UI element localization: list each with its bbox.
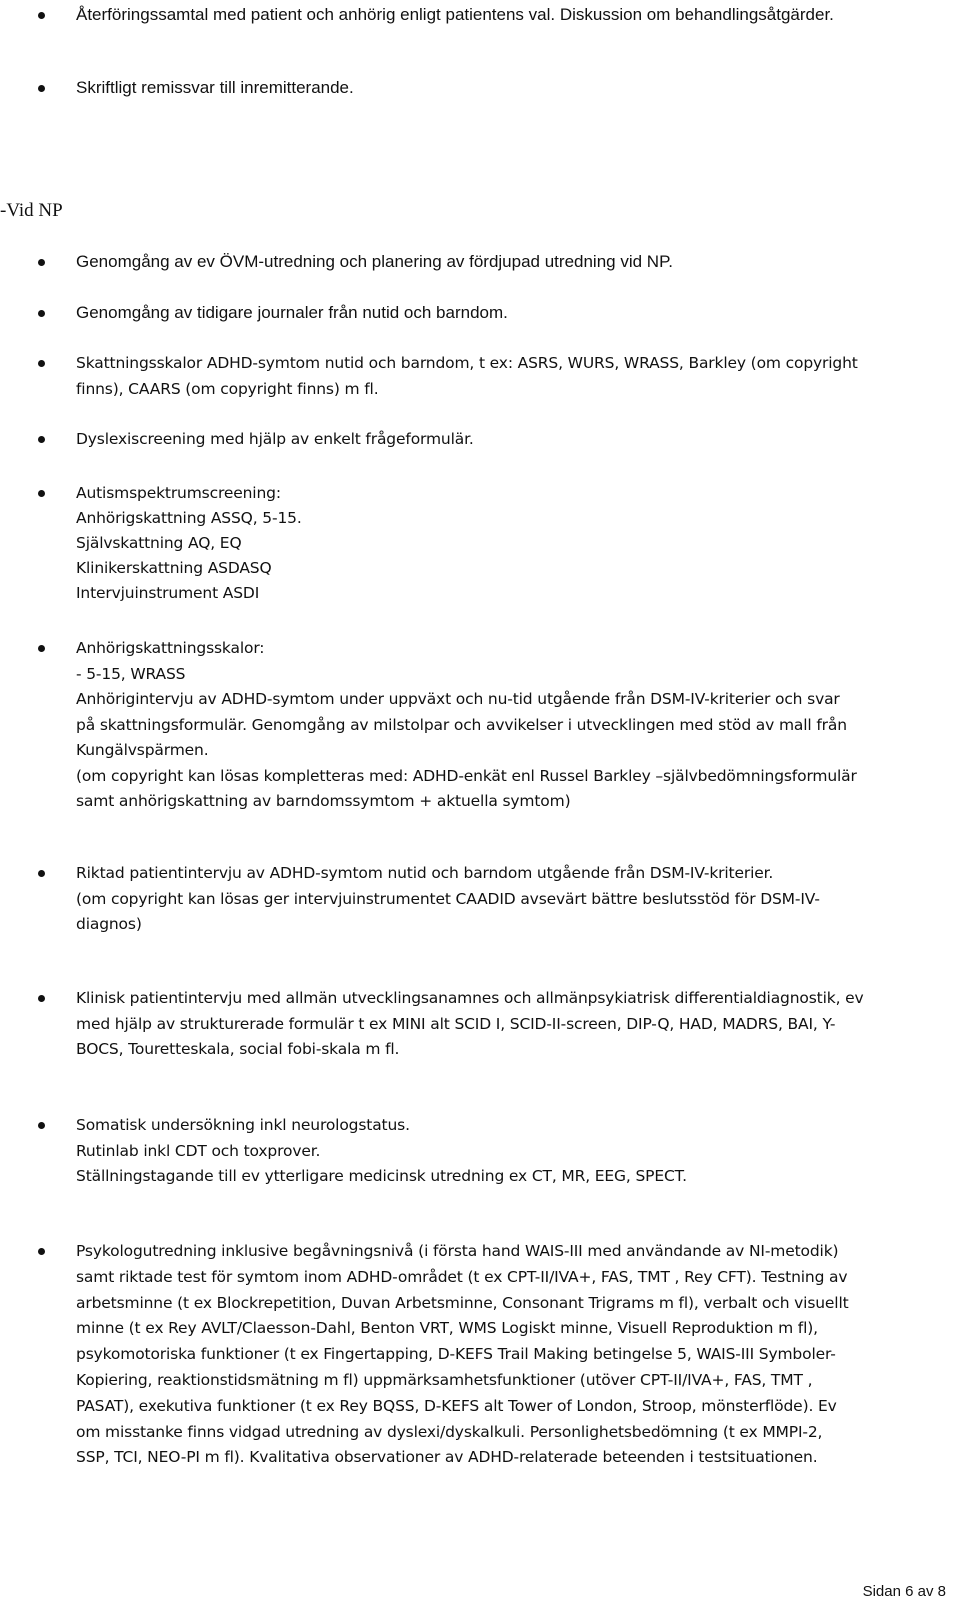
bullet-icon — [38, 310, 45, 317]
bullet-icon — [38, 436, 45, 443]
bullet-icon — [38, 259, 45, 266]
bullet-text-line: Psykologutredning inklusive begåvningsnivå (i första hand WAIS-III med användande av NI-metodik) — [76, 1242, 839, 1260]
bullet-text-line: Klinisk patientintervju med allmän utvecklingsanamnes och allmänpsykiatrisk differentialdiagnostik, ev — [76, 989, 864, 1007]
bullet-text-line: samt riktade test för symtom inom ADHD-området (t ex CPT-II/IVA+, FAS, TMT , Rey CFT). Testning av — [76, 1267, 848, 1286]
bullet-text-line: (om copyright kan lösas ger intervjuinstrumentet CAADID avsevärt bättre beslutsstöd för DSM-IV- — [76, 889, 820, 908]
bullet-text-line: BOCS, Touretteskala, social fobi-skala m fl. — [76, 1040, 400, 1058]
bullet-text-line: Riktad patientintervju av ADHD-symtom nutid och barndom utgående från DSM-IV-kriterier. — [76, 864, 774, 882]
bullet-text-line: Dyslexiscreening med hjälp av enkelt frågeformulär. — [76, 430, 474, 448]
bullet-text-line: arbetsminne (t ex Blockrepetition, Duvan Arbetsminne, Consonant Trigrams m fl), verbalt och visuellt — [76, 1293, 849, 1312]
bullet-text-line: Anhörigskattningsskalor: — [76, 639, 265, 657]
bullet-text-line: finns), CAARS (om copyright finns) m fl. — [76, 379, 379, 398]
bullet-text-line: Rutinlab inkl CDT och toxprover. — [76, 1141, 321, 1160]
bullet-text-line: PASAT), exekutiva funktioner (t ex Rey BQSS, D-KEFS alt Tower of London, Stroop, mönsterflöde). Ev — [76, 1396, 837, 1415]
bullet-icon — [38, 12, 45, 19]
bullet-text-line: Genomgång av tidigare journaler från nutid och barndom. — [76, 303, 508, 322]
bullet-text-line: diagnos) — [76, 915, 142, 933]
bullet-text-line: SSP, TCI, NEO-PI m fl). Kvalitativa observationer av ADHD-relaterade beteenden i testsituationen. — [76, 1448, 818, 1467]
bullet-text-line: (om copyright kan lösas kompletteras med: ADHD-enkät enl Russel Barkley –självbedömningsformulär — [76, 766, 857, 785]
bullet-text-line: med hjälp av strukturerade formulär t ex MINI alt SCID I, SCID-II-screen, DIP-Q, HAD, MADRS, BAI, Y- — [76, 1014, 836, 1033]
bullet-icon — [38, 85, 45, 92]
bullet-icon — [38, 1248, 45, 1255]
bullet-icon — [38, 645, 45, 652]
bullet-text-line: Intervjuinstrument ASDI — [76, 584, 260, 603]
section-heading: -Vid NP — [0, 200, 63, 221]
bullet-text-line: psykomotoriska funktioner (t ex Fingertapping, D-KEFS Trail Making betingelse 5, WAIS-III Symboler- — [76, 1345, 836, 1364]
bullet-text-line: Anhörigintervju av ADHD-symtom under uppväxt och nu-tid utgående från DSM-IV-kriterier och svar — [76, 690, 840, 708]
bullet-icon — [38, 1122, 45, 1129]
bullet-text-line: samt anhörigskattning av barndomssymtom + aktuella symtom) — [76, 792, 571, 810]
bullet-text-line: Autismspektrumscreening: — [76, 484, 281, 502]
bullet-text-line: Ställningstagande till ev ytterligare medicinsk utredning ex CT, MR, EEG, SPECT. — [76, 1167, 687, 1186]
bullet-icon — [38, 995, 45, 1002]
bullet-icon — [38, 360, 45, 367]
bullet-text-line: Somatisk undersökning inkl neurologstatus. — [76, 1116, 410, 1134]
bullet-text-line: på skattningsformulär. Genomgång av milstolpar och avvikelser i utvecklingen med stöd av mall från — [76, 715, 847, 734]
bullet-icon — [38, 870, 45, 877]
bullet-text-line: Kungälvspärmen. — [76, 741, 209, 759]
bullet-text-line: Klinikerskattning ASDASQ — [76, 559, 272, 578]
bullet-text-line: minne (t ex Rey AVLT/Claesson-Dahl, Benton VRT, WMS Logiskt minne, Visuell Reproduktion m fl), — [76, 1319, 818, 1338]
bullet-text-line: Skriftligt remissvar till inremitterande. — [76, 78, 354, 97]
page-footer: Sidan 6 av 8 — [862, 1583, 946, 1600]
bullet-icon — [38, 490, 45, 497]
bullet-text-line: om misstanke finns vidgad utredning av dyslexi/dyskalkuli. Personlighetsbedömning (t ex MMPI-2, — [76, 1422, 823, 1441]
bullet-text-line: Anhörigskattning ASSQ, 5-15. — [76, 509, 302, 528]
bullet-text-line: Skattningsskalor ADHD-symtom nutid och barndom, t ex: ASRS, WURS, WRASS, Barkley (om copyright — [76, 354, 858, 372]
bullet-text-line: - 5-15, WRASS — [76, 664, 186, 683]
bullet-text-line: Kopiering, reaktionstidsmätning m fl) uppmärksamhetsfunktioner (utöver CPT-II/IVA+, FAS, TMT , — [76, 1371, 813, 1389]
bullet-text-line: Återföringssamtal med patient och anhörig enligt patientens val. Diskussion om behandlingsåtgärder. — [76, 5, 834, 24]
bullet-text-line: Genomgång av ev ÖVM-utredning och planering av fördjupad utredning vid NP. — [76, 252, 673, 271]
bullet-text-line: Självskattning AQ, EQ — [76, 534, 242, 553]
